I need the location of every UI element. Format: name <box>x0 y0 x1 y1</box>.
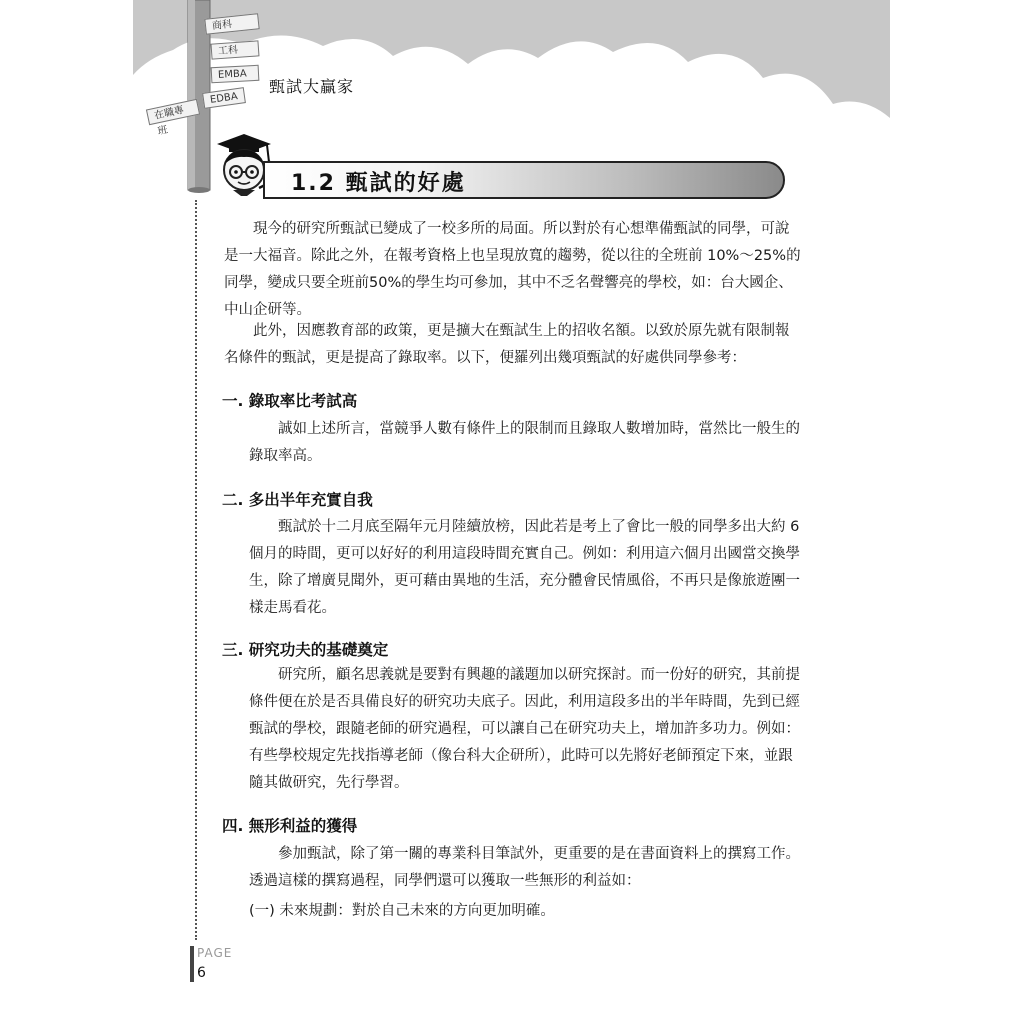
book-page <box>133 0 890 1024</box>
page-number-bar <box>190 946 194 982</box>
section-body-4: 參加甄試，除了第一關的專業科目筆試外，更重要的是在書面資料上的撰寫工作。透過這樣的撰寫過程，同學們還可以獲取一些無形的利益如： <box>249 846 800 889</box>
section-heading-2: 二. 多出半年充實自我 <box>222 491 373 509</box>
signpost-emba: EMBA <box>211 65 260 83</box>
intro-paragraph-1: 現今的研究所甄試已變成了一校多所的局面。所以對於有心想準備甄試的同學，可說是一大福音。除此之外，在報考資格上也呈現放寬的趨勢，從以往的全班前 10%～25%的同學，變成只要全班前50%的學生均可參加，其中不乏名聲響亮的學校，如：台大國企、中山企研等。 <box>224 221 801 318</box>
signpost-in-service: 在職專班 <box>146 99 200 125</box>
section-body-1: 誠如上述所言，當競爭人數有條件上的限制而且錄取人數增加時，當然比一般生的錄取率高。 <box>249 421 800 464</box>
margin-dotted-line <box>195 200 197 940</box>
signpost-engineering: 工科 <box>211 40 260 59</box>
page-label: PAGE <box>197 946 233 960</box>
list-item-future-planning: (一) 未來規劃：對於自己未來的方向更加明確。 <box>249 903 555 919</box>
page-number: 6 <box>197 965 206 981</box>
chapter-title: 1.2 甄試的好處 <box>291 171 466 196</box>
book-title: 甄試大贏家 <box>269 77 355 96</box>
signpost-edba: EDBA <box>202 87 246 109</box>
section-body-2: 甄試於十二月底至隔年元月陸續放榜，因此若是考上了會比一般的同學多出大約 6 個月的時間，更可以好好的利用這段時間充實自己。例如：利用這六個月出國當交換學生，除了增廣見聞外，更可藉由異地的生活，充分體會民情風俗，不再只是像旅遊團一樣走馬看花。 <box>249 519 800 616</box>
section-heading-3: 三. 研究功夫的基礎奠定 <box>222 641 389 659</box>
section-heading-4: 四. 無形利益的獲得 <box>222 817 358 835</box>
section-body-3: 研究所，顧名思義就是要對有興趣的議題加以研究探討。而一份好的研究，其前提條件便在於是否具備良好的研究功夫底子。因此，利用這段多出的半年時間，先到已經甄試的學校，跟隨老師的研究過程，可以讓自己在研究功夫上，增加許多功力。例如：有些學校規定先找指導老師（像台科大企研所），此時可以先將好老師預定下來，並跟隨其做研究，先行學習。 <box>249 667 800 791</box>
section-heading-1: 一. 錄取率比考試高 <box>222 392 358 410</box>
intro-paragraph-2: 此外，因應教育部的政策，更是擴大在甄試生上的招收名額。以致於原先就有限制報名條件的甄試，更是提高了錄取率。以下，便羅列出幾項甄試的好處供同學參考： <box>224 323 790 366</box>
signpost-business: 商科 <box>204 13 259 35</box>
